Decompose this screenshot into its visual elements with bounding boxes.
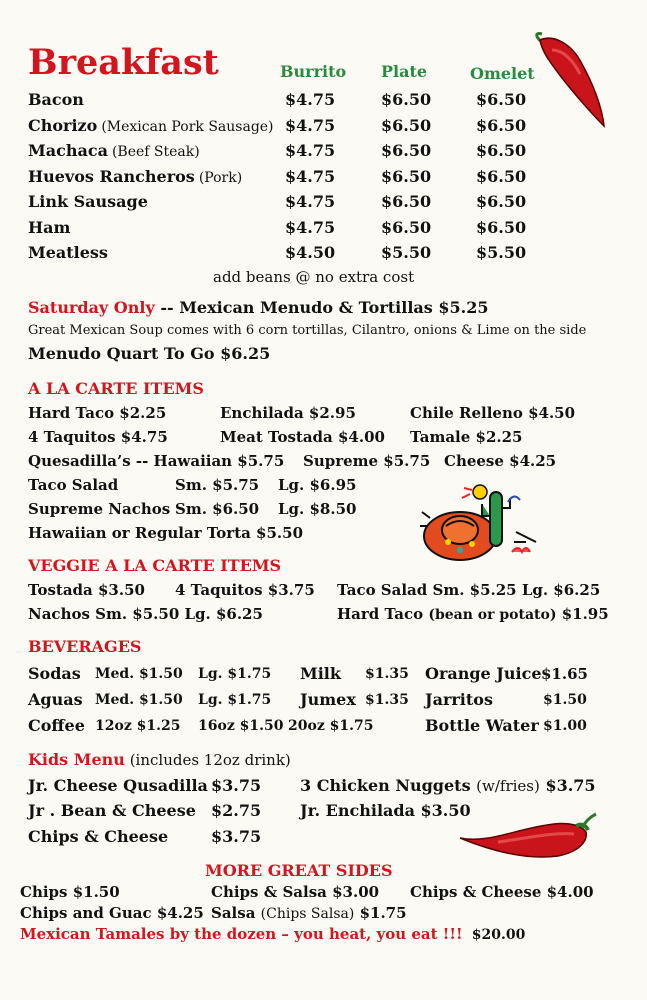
breakfast-item-note: (Beef Steak) <box>111 144 200 160</box>
veggie-taquitos: 4 Taquitos $3.75 <box>175 581 315 599</box>
beverage-coffee-20oz: 20oz $1.75 <box>288 718 374 734</box>
a-la-carte-enchilada: Enchilada $2.95 <box>220 404 356 422</box>
breakfast-item-label: Bacon <box>28 90 84 109</box>
breakfast-row-name <box>28 243 108 262</box>
breakfast-price-plate: $6.50 <box>381 192 432 211</box>
breakfast-item-label: Ham <box>28 217 71 237</box>
column-header-burrito: Burrito <box>280 62 347 81</box>
breakfast-row-name <box>28 218 70 237</box>
kids-nuggets-label: 3 Chicken Nuggets <box>300 776 471 795</box>
a-la-carte-chile-relleno: Chile Relleno $4.50 <box>410 404 576 422</box>
a-la-carte-torta: Hawaiian or Regular Torta $5.50 <box>28 524 304 542</box>
breakfast-price-omelet: $6.50 <box>476 90 527 109</box>
column-header-omelet: Omelet <box>470 64 535 83</box>
a-la-carte-taco-salad-small: Sm. $5.75 <box>175 476 260 494</box>
breakfast-price-burrito: $4.75 <box>285 166 336 186</box>
sides-chips: Chips $1.50 <box>20 883 120 901</box>
breakfast-price-plate: $6.50 <box>381 166 432 186</box>
a-la-carte-hard-taco: Hard Taco $2.25 <box>28 404 167 422</box>
beverage-sodas-large: Lg. $1.75 <box>198 666 272 682</box>
kids-chips-cheese: Chips & Cheese <box>28 827 169 846</box>
breakfast-item-label: Meatless <box>28 243 108 262</box>
kids-bean-cheese: Jr . Bean & Cheese <box>28 801 196 820</box>
kids-note: (includes 12oz drink) <box>129 751 291 769</box>
veggie-hard-taco-note: (bean or potato) <box>428 607 557 623</box>
sides-tamales-label: Mexican Tamales by the dozen – you heat, you eat !!! <box>20 925 463 943</box>
saturday-dashes: -- <box>160 298 174 317</box>
a-la-carte-meat-tostada: Meat Tostada $4.00 <box>220 428 385 446</box>
breakfast-item-label: Huevos Rancheros <box>28 166 195 186</box>
breakfast-price-burrito: $4.75 <box>285 141 336 160</box>
beverage-milk-price: $1.35 <box>365 666 409 682</box>
sides-title: MORE GREAT SIDES <box>205 861 393 880</box>
breakfast-price-omelet: $6.50 <box>476 192 527 211</box>
a-la-carte-tamale: Tamale $2.25 <box>410 428 523 446</box>
chili-pepper-icon <box>528 30 608 130</box>
menudo-quart-price: $6.25 <box>220 344 271 363</box>
breakfast-price-omelet: $6.50 <box>476 217 527 237</box>
beverage-jumex: Jumex <box>300 690 356 709</box>
breakfast-price-omelet: $6.50 <box>476 141 527 160</box>
breakfast-price-burrito: $4.75 <box>285 90 336 109</box>
breakfast-row-name <box>28 192 148 211</box>
a-la-carte-taco-salad: Taco Salad <box>28 476 119 494</box>
veggie-taco-salad: Taco Salad Sm. $5.25 Lg. $6.25 <box>337 581 601 599</box>
beverage-sodas: Sodas <box>28 664 81 683</box>
breakfast-price-plate: $6.50 <box>381 141 432 160</box>
beverage-bottle-water: Bottle Water <box>425 716 539 735</box>
chili-pepper-icon <box>458 808 598 864</box>
saturday-line <box>28 298 488 317</box>
saturday-item: Mexican Menudo & Tortillas <box>179 298 433 317</box>
beverage-orange-juice-price: $1.65 <box>541 665 588 683</box>
sides-chips-salsa: Chips & Salsa $3.00 <box>211 883 380 901</box>
breakfast-price-burrito: $4.75 <box>285 115 336 135</box>
a-la-carte-supreme-nachos-large: Lg. $8.50 <box>278 500 357 518</box>
sides-salsa-label: Salsa <box>211 904 256 922</box>
breakfast-price-plate: $5.50 <box>381 243 432 262</box>
menudo-quart <box>28 344 270 363</box>
a-la-carte-supreme-nachos-small: Sm. $6.50 <box>175 500 260 518</box>
sides-tamales-price: $20.00 <box>471 927 526 943</box>
kids-nuggets-price: $3.75 <box>545 776 596 795</box>
breakfast-row-name <box>28 90 84 109</box>
kids-title: Kids Menu <box>28 750 125 769</box>
a-la-carte-supreme: Supreme $5.75 <box>303 452 431 470</box>
a-la-carte-cheese: Cheese $4.25 <box>444 452 557 470</box>
breakfast-title: Breakfast <box>28 42 219 83</box>
breakfast-price-plate: $6.50 <box>381 90 432 109</box>
beverage-sodas-medium: Med. $1.50 <box>95 666 183 682</box>
breakfast-row-name <box>28 141 200 160</box>
beverage-aguas-large: Lg. $1.75 <box>198 692 272 708</box>
breakfast-item-note: (Pork) <box>198 169 243 186</box>
kids-enchilada-price: $3.50 <box>420 801 471 820</box>
kids-heading <box>28 750 291 769</box>
beverage-aguas-medium: Med. $1.50 <box>95 692 183 708</box>
breakfast-row-name <box>28 167 242 186</box>
veggie-title: VEGGIE A LA CARTE ITEMS <box>28 556 282 575</box>
saturday-price: $5.25 <box>438 298 489 317</box>
beverage-bottle-water-price: $1.00 <box>543 718 587 734</box>
breakfast-price-omelet: $6.50 <box>476 115 527 135</box>
breakfast-row-name <box>28 116 274 135</box>
saturday-description: Great Mexican Soup comes with 6 corn tortillas, Cilantro, onions & Lime on the side <box>28 323 587 338</box>
kids-chips-cheese-price: $3.75 <box>211 827 262 846</box>
a-la-carte-title: A LA CARTE ITEMS <box>28 379 204 398</box>
beverage-coffee: Coffee <box>28 716 85 735</box>
breakfast-item-label: Machaca <box>28 141 108 160</box>
breakfast-price-burrito: $4.75 <box>285 192 336 211</box>
beverage-coffee-12oz: 12oz $1.25 <box>95 718 181 734</box>
breakfast-footnote: add beans @ no extra cost <box>213 268 415 286</box>
saturday-label: Saturday Only <box>28 298 155 317</box>
beverage-orange-juice: Orange Juice <box>425 664 542 683</box>
sombrero-cactus-icon <box>420 478 546 574</box>
sides-chips-cheese: Chips & Cheese $4.00 <box>410 883 594 901</box>
column-header-plate: Plate <box>381 62 428 81</box>
beverage-milk: Milk <box>300 664 341 683</box>
breakfast-price-omelet: $6.50 <box>476 166 527 186</box>
kids-quesadilla-price: $3.75 <box>211 776 262 795</box>
veggie-hard-taco-price: $1.95 <box>561 605 609 623</box>
breakfast-price-burrito: $4.50 <box>285 243 336 262</box>
beverage-jumex-price: $1.35 <box>365 692 409 708</box>
beverage-aguas: Aguas <box>28 690 83 709</box>
sides-salsa <box>211 904 407 922</box>
kids-enchilada <box>300 801 471 820</box>
sides-tamales <box>20 925 525 943</box>
a-la-carte-quesadillas: Quesadilla’s -- Hawaiian $5.75 <box>28 452 285 470</box>
breakfast-price-burrito: $4.75 <box>285 217 336 237</box>
breakfast-price-omelet: $5.50 <box>476 243 527 262</box>
veggie-hard-taco <box>337 605 609 623</box>
kids-nuggets-note: (w/fries) <box>476 777 540 795</box>
breakfast-item-label: Chorizo <box>28 115 98 135</box>
beverage-jarritos: Jarritos <box>425 690 493 709</box>
kids-nuggets <box>300 776 596 795</box>
veggie-nachos: Nachos Sm. $5.50 Lg. $6.25 <box>28 605 263 623</box>
kids-enchilada-label: Jr. Enchilada <box>300 801 415 820</box>
kids-bean-cheese-price: $2.75 <box>211 801 262 820</box>
breakfast-item-label: Link Sausage <box>28 192 148 211</box>
breakfast-item-note: (Mexican Pork Sausage) <box>101 118 274 135</box>
kids-quesadilla: Jr. Cheese Qusadilla <box>28 776 208 795</box>
veggie-hard-taco-label: Hard Taco <box>337 605 424 623</box>
a-la-carte-supreme-nachos: Supreme Nachos <box>28 500 171 518</box>
sides-salsa-price: $1.75 <box>359 904 407 922</box>
veggie-tostada: Tostada $3.50 <box>28 581 145 599</box>
beverage-coffee-16oz: 16oz $1.50 <box>198 718 284 734</box>
menudo-quart-label: Menudo Quart To Go <box>28 344 215 363</box>
a-la-carte-taco-salad-large: Lg. $6.95 <box>278 476 357 494</box>
breakfast-price-plate: $6.50 <box>381 115 432 135</box>
breakfast-price-plate: $6.50 <box>381 217 432 237</box>
beverages-title: BEVERAGES <box>28 637 142 656</box>
sides-salsa-note: (Chips Salsa) <box>260 906 355 922</box>
a-la-carte-taquitos: 4 Taquitos $4.75 <box>28 428 168 446</box>
sides-chips-guac: Chips and Guac $4.25 <box>20 904 204 922</box>
beverage-jarritos-price: $1.50 <box>543 692 587 708</box>
